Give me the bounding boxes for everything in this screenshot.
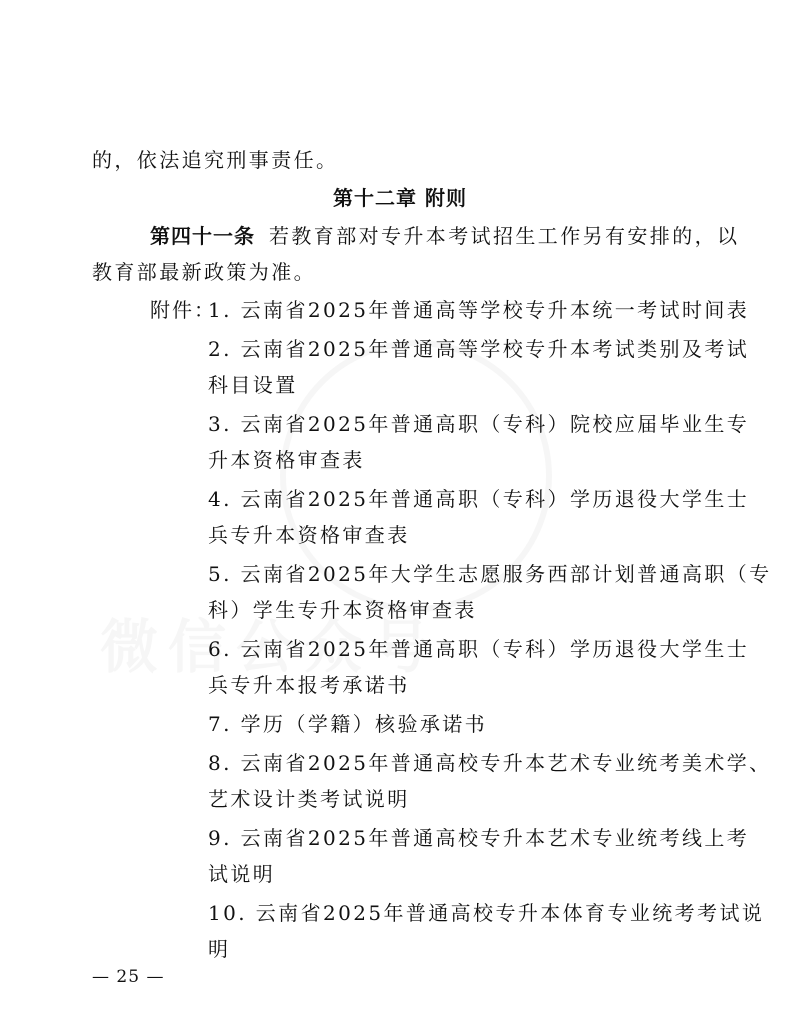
attachments-label: 附件： bbox=[150, 298, 216, 322]
article-line-2: 教育部最新政策为准。 bbox=[92, 260, 316, 284]
attachment-item-9-line-2: 试说明 bbox=[208, 862, 276, 886]
attachment-item-2-line-1: 2. 云南省2025年普通高等学校专升本考试类别及考试 bbox=[208, 337, 750, 361]
attachment-item-4-line-1: 4. 云南省2025年普通高职（专科）学历退役大学生士 bbox=[208, 487, 750, 511]
article-number: 第四十一条 bbox=[150, 224, 255, 248]
attachment-item-8-line-2: 艺术设计类考试说明 bbox=[208, 787, 410, 811]
lead-line: 的，依法追究刑事责任。 bbox=[92, 148, 339, 172]
article-line-1 bbox=[150, 222, 739, 250]
attachment-item-10-line-2: 明 bbox=[208, 937, 231, 961]
attachment-item-10-line-1: 10. 云南省2025年普通高校专升本体育专业统考考试说 bbox=[208, 901, 765, 925]
attachment-item-5-line-2: 科）学生专升本资格审查表 bbox=[208, 598, 477, 622]
attachment-item-1-line-1: 1. 云南省2025年普通高等学校专升本统一考试时间表 bbox=[208, 298, 750, 322]
attachment-item-2-line-2: 科目设置 bbox=[208, 373, 298, 397]
page-number: — 25 — bbox=[92, 967, 165, 987]
article-text-1: 若教育部对专升本考试招生工作另有安排的，以 bbox=[269, 224, 740, 248]
attachment-item-5-line-1: 5. 云南省2025年大学生志愿服务西部计划普通高职（专 bbox=[208, 562, 772, 586]
attachment-item-7-line-1: 7. 学历（学籍）核验承诺书 bbox=[208, 712, 488, 736]
attachment-item-3-line-2: 升本资格审查表 bbox=[208, 448, 365, 472]
attachment-item-6-line-2: 兵专升本报考承诺书 bbox=[208, 673, 410, 697]
attachment-item-4-line-2: 兵专升本资格审查表 bbox=[208, 523, 410, 547]
attachment-item-9-line-1: 9. 云南省2025年普通高校专升本艺术专业统考线上考 bbox=[208, 826, 750, 850]
chapter-title: 第十二章 附则 bbox=[333, 186, 467, 210]
attachment-item-8-line-1: 8. 云南省2025年普通高校专升本艺术专业统考美术学、 bbox=[208, 751, 772, 775]
attachment-item-6-line-1: 6. 云南省2025年普通高职（专科）学历退役大学生士 bbox=[208, 637, 750, 661]
attachment-item-3-line-1: 3. 云南省2025年普通高职（专科）院校应届毕业生专 bbox=[208, 412, 750, 436]
